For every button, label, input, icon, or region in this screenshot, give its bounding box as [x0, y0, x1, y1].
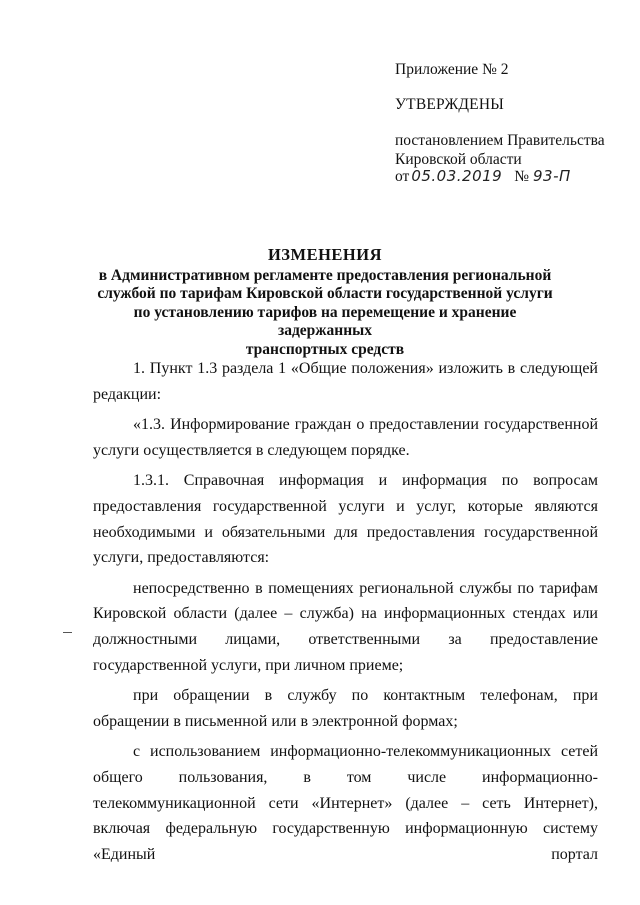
- number-prefix: №: [514, 168, 530, 185]
- title-line: по установлению тарифов на перемещение и хранение задержанных: [133, 303, 517, 339]
- document-body: [93, 356, 598, 867]
- paragraph: 1.3.1. Справочная информация и информация по вопросам предоставления государственной услуги и услуг, которые являются необходимыми и обязательными для предоставления государственной услуги, предоставляются:: [93, 472, 598, 567]
- title-line: транспортных средств: [245, 340, 405, 358]
- title-line: службой по тарифам Кировской области государственной услуги: [97, 285, 553, 302]
- decree-reference: [395, 131, 630, 169]
- title-line: в Административном регламенте предоставления региональной: [98, 266, 552, 284]
- decree-line: Кировской области: [395, 151, 522, 168]
- decree-line: постановлением Правительства: [395, 132, 605, 149]
- title-main: ИЗМЕНЕНИЯ: [267, 245, 383, 264]
- paragraph: при обращении в службу по контактным телефонам, при обращении в письменной или в электронной формах;: [93, 687, 598, 730]
- handwritten-number: 93-П: [533, 167, 571, 185]
- paragraph: непосредственно в помещениях региональной службы по тарифам Кировской области (далее – служба) на информационных стендах или должностными лицами, ответственными за предоставление государственной услуги, при личном приеме;: [93, 579, 598, 674]
- date-prefix: от: [395, 168, 410, 185]
- paragraph: с использованием информационно-телекоммуникационных сетей общего пользования, в том числе информационно-телекоммуникационной сети «Интернет» (далее – сеть Интернет), включая федеральную государственную информационную систему «Единый портал: [93, 743, 598, 863]
- decree-date-number: [395, 167, 571, 186]
- document-title: [90, 246, 560, 359]
- appendix-label: Приложение № 2: [395, 61, 509, 78]
- margin-mark: [63, 632, 72, 633]
- paragraph: «1.3. Информирование граждан о предоставлении государственной услуги осуществляется в следующем порядке.: [93, 416, 598, 459]
- approved-label: УТВЕРЖДЕНЫ: [395, 96, 504, 113]
- handwritten-date: 05.03.2019: [411, 167, 503, 185]
- paragraph: 1. Пункт 1.3 раздела 1 «Общие положения» изложить в следующей редакции:: [93, 360, 598, 403]
